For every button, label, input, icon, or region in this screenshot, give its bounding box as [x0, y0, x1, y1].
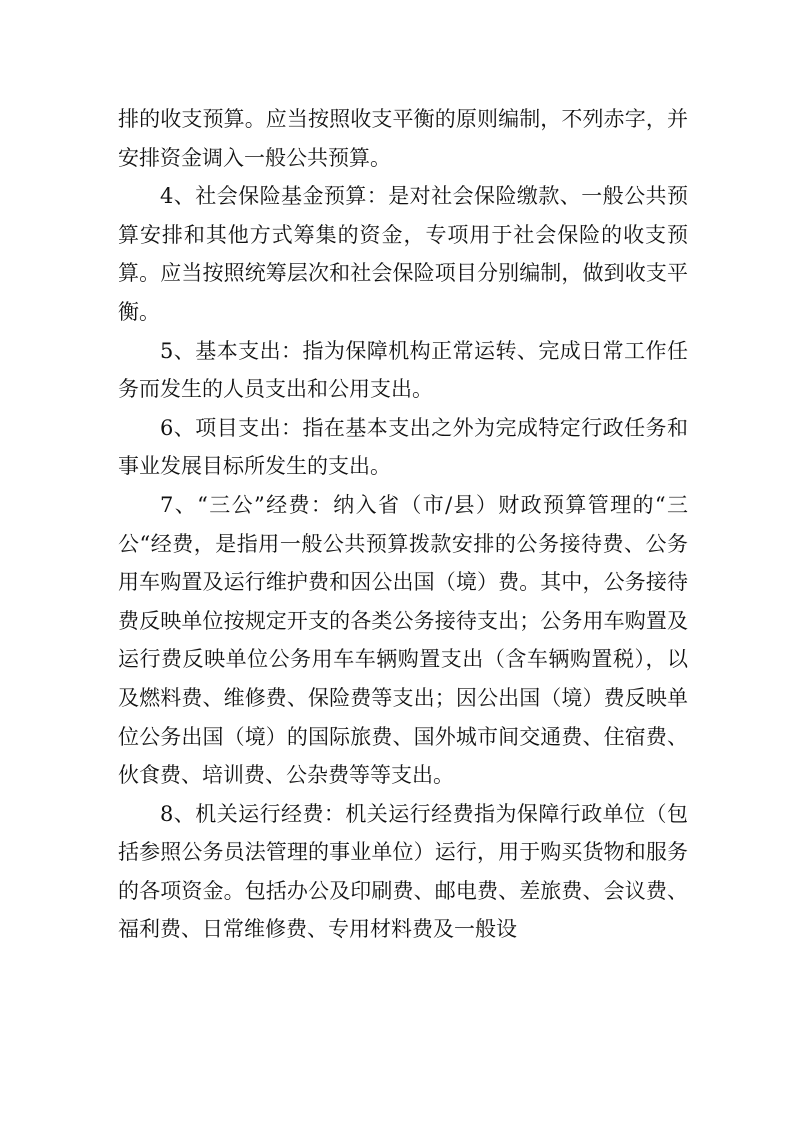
- paragraph-continuation: 排的收支预算。应当按照收支平衡的原则编制，不列赤字，并安排资金调入一般公共预算。: [118, 107, 688, 170]
- paragraph-basic-expenditure: 5、基本支出：指为保障机构正常运转、完成日常工作任务而发生的人员支出和公用支出。: [118, 338, 688, 402]
- paragraph-three-public-expenses: 7、“三公”经费：纳入省（市/县）财政预算管理的“三公“经费，是指用一般公共预算拨款安排的公务接待费、公务用车购置及运行维护费和因公出国（境）费。其中，公务接待费反映单位按规定开支的各类公务接待支出；公务用车购置及运行费反映单位公务用车车辆购置支出（含车辆购置税），以及燃料费、维修费、保险费等支出；因公出国（境）费反映单位公务出国（境）的国际旅费、国外城市间交通费、住宿费、伙食费、培训费、公杂费等等支出。: [118, 492, 688, 788]
- paragraph-project-expenditure: 6、项目支出：指在基本支出之外为完成特定行政任务和事业发展目标所发生的支出。: [118, 415, 688, 479]
- paragraph-agency-operating-expenses: 8、机关运行经费：机关运行经费指为保障行政单位（包括参照公务员法管理的事业单位）运行，用于购买货物和服务的各项资金。包括办公及印刷费、邮电费、差旅费、会议费、福利费、日常维修费、专用材料费及一般设: [118, 801, 688, 942]
- paragraph-social-insurance-fund-budget: 4、社会保险基金预算：是对社会保险缴款、一般公共预算安排和其他方式筹集的资金，专项用于社会保险的收支预算。应当按照统筹层次和社会保险项目分别编制，做到收支平衡。: [118, 184, 688, 324]
- document-body: [118, 100, 688, 949]
